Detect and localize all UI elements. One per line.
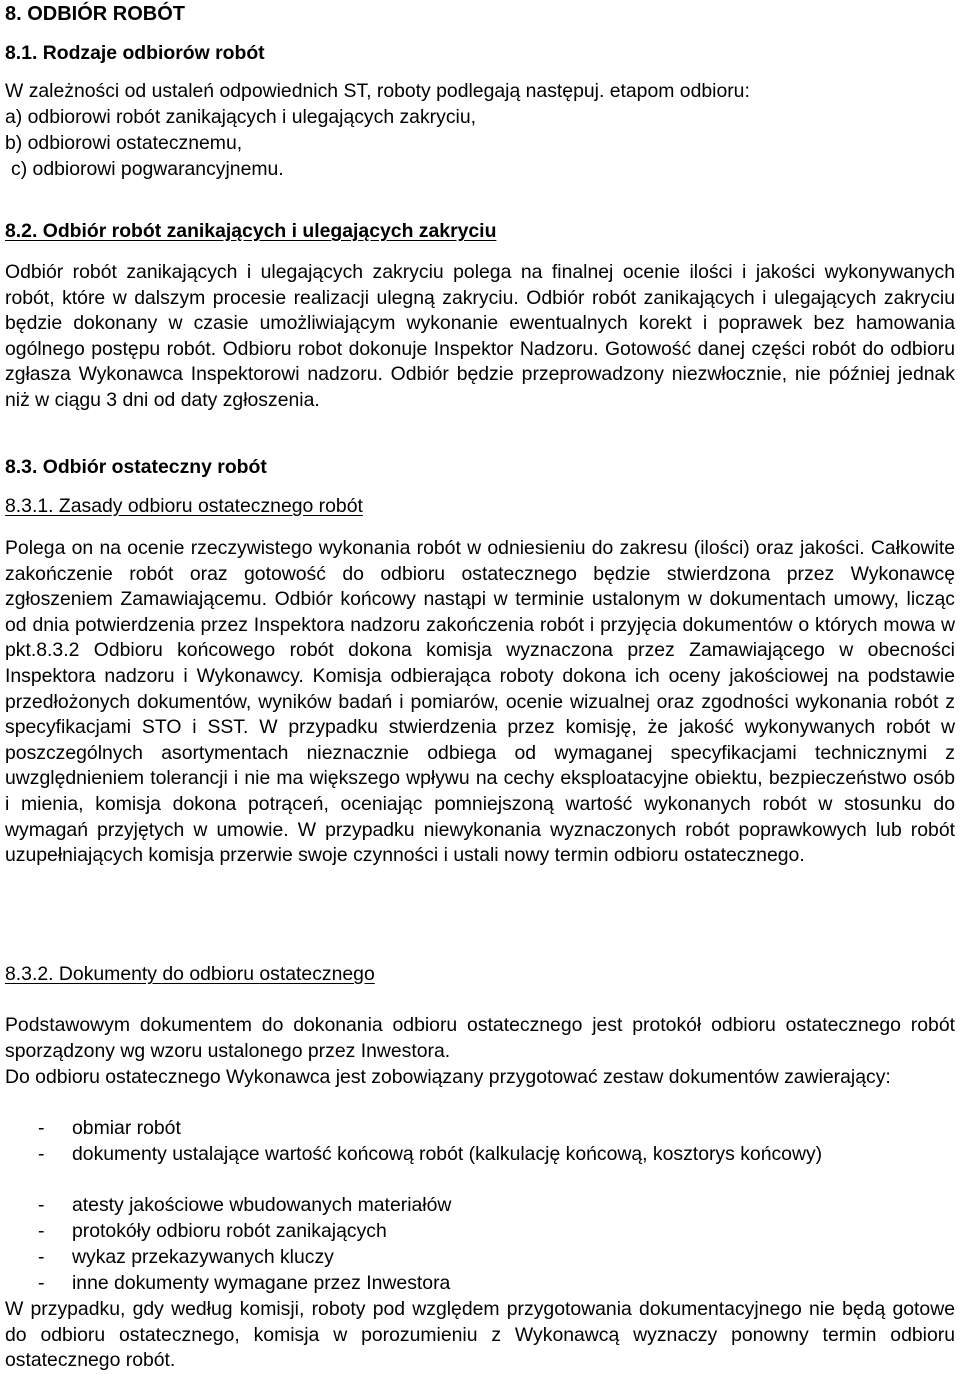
list-dash: - [38, 1272, 45, 1294]
heading-8-2: 8.2. Odbiór robót zanikających i ulegających zakryciu [5, 220, 497, 242]
heading-8-3: 8.3. Odbiór ostateczny robót [5, 456, 267, 478]
document-list-item: - atesty jakościowe wbudowanych materiałów [5, 1193, 955, 1219]
paragraph-8-2: Odbiór robót zanikających i ulegających zakryciu polega na finalnej ocenie ilości i jakości wykonywanych robót, które w dalszym procesie realizacji ulegną zakryciu. Odbiór robót zanikających i ulegających zakryciu będzie dokonany w czasie umożliwiającym wykonanie ewentualnych korekt i poprawek bez hamowania ogólnego postępu robót. Odbioru robot dokonuje Inspektor Nadzoru. Gotowość danej części robót do odbioru zgłasza Wykonawca Inspektorowi nadzoru. Odbiór będzie przeprowadzony niezwłocznie, nie później jednak niż w ciągu 3 dni od daty zgłoszenia. [5, 261, 955, 411]
document-list-item: - wykaz przekazywanych kluczy [5, 1245, 955, 1271]
list-dash: - [38, 1194, 45, 1216]
list-dash: - [38, 1143, 45, 1165]
intro-8-1: W zależności od ustaleń odpowiednich ST, roboty podlegają następuj. etapom odbioru: [5, 80, 750, 102]
list-dash: - [38, 1246, 45, 1268]
list-item-a: a) odbiorowi robót zanikających i ulegających zakryciu, [5, 106, 476, 128]
list-item-c: c) odbiorowi pogwarancyjnemu. [11, 158, 284, 180]
list-dash: - [38, 1220, 45, 1242]
document-list-item: - protokóły odbioru robót zanikających [5, 1219, 955, 1245]
list-item-b: b) odbiorowi ostatecznemu, [5, 132, 243, 154]
heading-8-1: 8.1. Rodzaje odbiorów robót [5, 42, 265, 64]
paragraph-8-3-2-c: W przypadku, gdy według komisji, roboty pod względem przygotowania dokumentacyjnego nie będą gotowe do odbioru ostatecznego, komisja w porozumieniu z Wykonawcą wyznaczy ponowny termin odbioru ostatecznego robót. [5, 1298, 955, 1372]
paragraph-8-3-1: Polega on na ocenie rzeczywistego wykonania robót w odniesieniu do zakresu (ilości) oraz jakości. Całkowite zakończenie robót oraz gotowość do odbioru ostatecznego będzie stwierdzona przez Wykonawcę zgłoszeniem Zamawiającemu. Odbiór końcowy nastąpi w terminie ustalonym w dokumentach umowy, licząc od dnia potwierdzenia przez Inspektora nadzoru zakończenia robót i przyjęcia dokumentów o których mowa w pkt.8.3.2 Odbioru końcowego robót dokona komisja wyznaczona przez Zamawiającego w obecności Inspektora nadzoru i Wykonawcy. Komisja odbierająca roboty dokona ich oceny jakościowej na podstawie przedłożonych dokumentów, wyników badań i pomiarów, ocenie wizualnej oraz zgodności wykonania robót z specyfikacjami STO i SST. W przypadku stwierdzenia przez komisję, że jakość wykonywanych robót w poszczególnych asortymentach nieznacznie odbiega od wymaganej specyfikacjami technicznymi z uwzględnieniem tolerancji i nie ma większego wpływu na cechy eksploatacyjne obiektu, bezpieczeństwo osób i mienia, komisja dokona potrąceń, oceniając pomniejszoną wartość wykonanych robót w stosunku do wymagań przyjętych w umowie. W przypadku niewykonania wyznaczonych robót poprawkowych lub robót uzupełniających komisja przerwie swoje czynności i ustali nowy termin odbioru ostatecznego. [5, 537, 955, 867]
document-list-item: - obmiar robót [5, 1116, 955, 1142]
list-dash: - [38, 1117, 45, 1139]
paragraph-8-3-2-a: Podstawowym dokumentem do dokonania odbioru ostatecznego jest protokół odbioru ostatecznego robót sporządzony wg wzoru ustalonego przez Inwestora. [5, 1014, 955, 1062]
section-title: 8. ODBIÓR ROBÓT [5, 3, 186, 25]
heading-8-3-2: 8.3.2. Dokumenty do odbioru ostatecznego [5, 963, 375, 985]
document-list-item: - dokumenty ustalające wartość końcową robót (kalkulację końcową, kosztorys końcowy) [5, 1142, 955, 1168]
heading-8-3-1: 8.3.1. Zasady odbioru ostatecznego robót [5, 495, 363, 517]
document-list-item: - inne dokumenty wymagane przez Inwestora [5, 1271, 955, 1297]
paragraph-8-3-2-b: Do odbioru ostatecznego Wykonawca jest zobowiązany przygotować zestaw dokumentów zawierający: [5, 1066, 891, 1088]
